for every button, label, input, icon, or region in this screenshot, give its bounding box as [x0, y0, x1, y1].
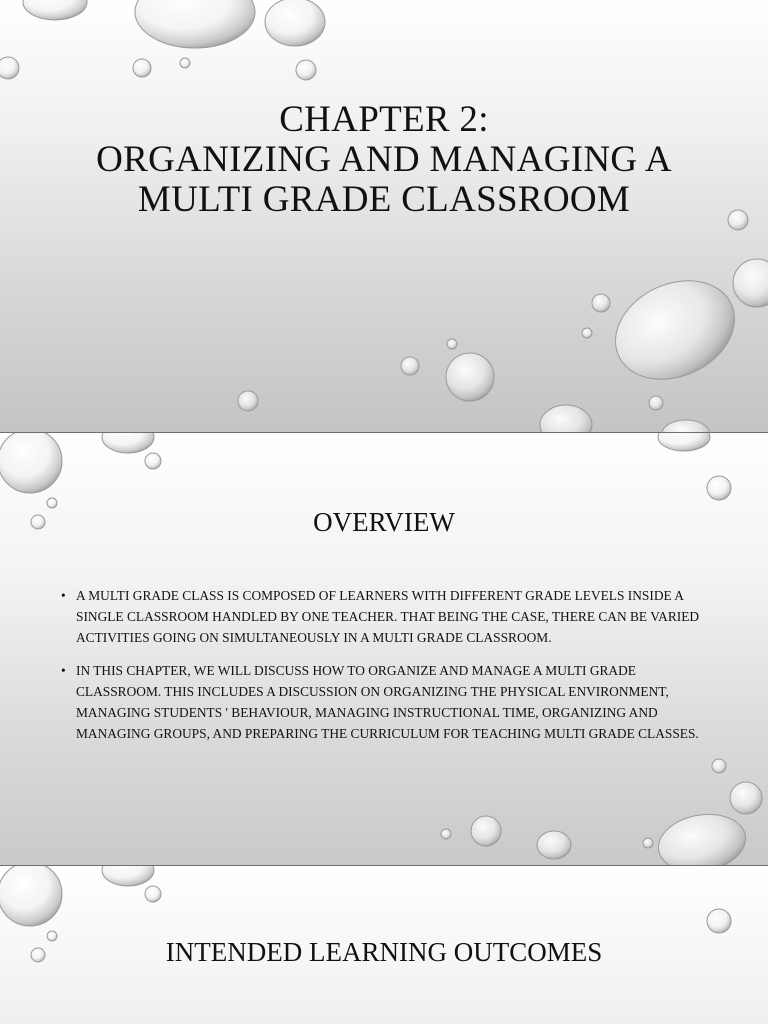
slide-overview[interactable]	[0, 433, 768, 865]
title-line: MULTI GRADE CLASSROOM	[137, 179, 631, 220]
slide-learning-outcomes[interactable]	[0, 866, 768, 1024]
slide-heading: INTENDED LEARNING OUTCOMES	[165, 937, 603, 967]
bullet-icon: •	[61, 588, 66, 603]
slide-title[interactable]	[0, 0, 768, 432]
list-item	[60, 661, 710, 744]
bullet-text: A MULTI GRADE CLASS IS COMPOSED OF LEARNERS WITH DIFFERENT GRADE LEVELS INSIDE A SINGLE CLASSROOM HANDLED BY ONE TEACHER. THAT BEING THE CASE, THERE CAN BE VARIED ACTIVITIES GOING ON SIMULTANEOUSLY IN A MULTI GRADE CLASSROOM.	[76, 588, 700, 645]
title-line: ORGANIZING AND MANAGING A	[96, 139, 672, 180]
bullet-icon: •	[61, 663, 66, 679]
list-item	[60, 586, 710, 648]
bullet-text: IN THIS CHAPTER, WE WILL DISCUSS HOW TO ORGANIZE AND MANAGE A MULTI GRADE CLASSROOM. THIS INCLUDES A DISCUSSION ON ORGANIZING THE PHYSICAL ENVIRONMENT, MANAGING STUDENTS ' BEHAVIOUR, MANAGING INSTRUCTIONAL TIME, ORGANIZING AND MANAGING GROUPS, AND PREPARING THE CURRICULUM FOR TEACHING MULTI GRADE CLASSES.	[76, 663, 699, 741]
slide-heading: OVERVIEW	[313, 507, 455, 537]
overview-bullet-list	[60, 586, 710, 758]
chapter-title	[0, 100, 768, 220]
title-line: CHAPTER 2:	[279, 99, 489, 140]
